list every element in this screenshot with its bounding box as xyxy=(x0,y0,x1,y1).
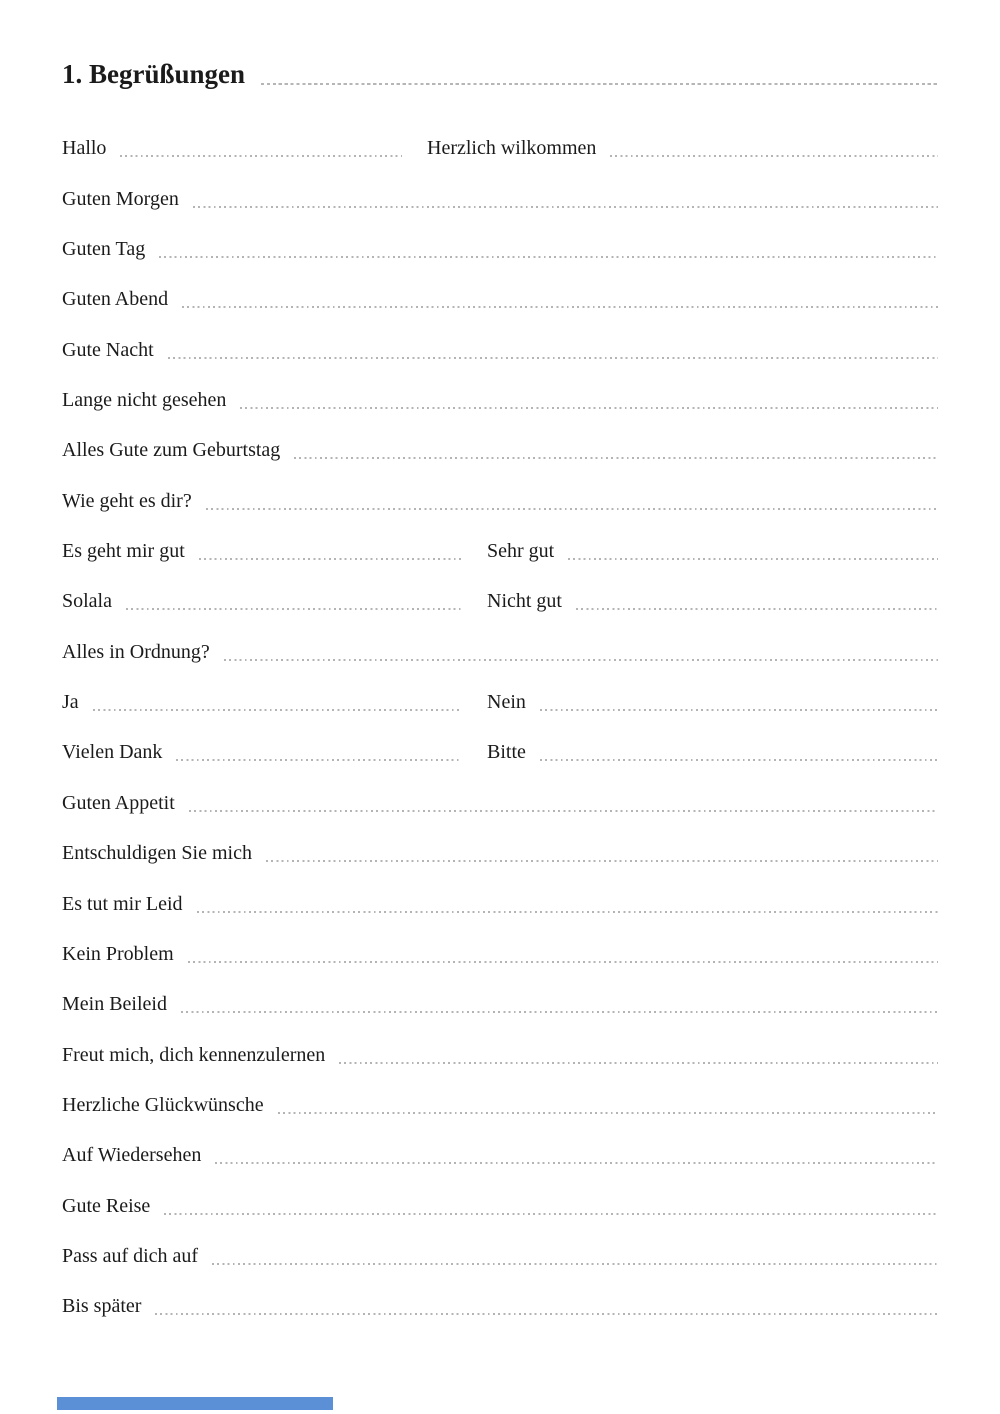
phrase-cell-right xyxy=(487,689,938,715)
phrase-row xyxy=(62,312,938,362)
phrase-cell-left xyxy=(62,488,938,514)
phrase-label: Solala xyxy=(62,590,112,613)
answer-blank-line xyxy=(182,306,938,308)
phrase-cell-left xyxy=(62,941,938,967)
phrase-label: Guten Abend xyxy=(62,288,169,311)
phrase-label: Alles Gute zum Geburtstag xyxy=(62,439,281,462)
phrase-label: Herzlich wilkommen xyxy=(427,137,597,160)
phrase-label: Mein Beileid xyxy=(62,993,167,1016)
section-title: 1. Begrüßungen xyxy=(62,59,246,90)
answer-blank-line xyxy=(540,759,938,761)
phrase-label: Vielen Dank xyxy=(62,741,163,764)
answer-blank-line xyxy=(212,1263,938,1265)
phrase-label: Nein xyxy=(487,691,526,714)
phrase-label: Pass auf dich auf xyxy=(62,1244,199,1267)
phrase-label: Herzliche Glückwünsche xyxy=(62,1093,264,1116)
phrase-row xyxy=(62,1118,938,1168)
phrase-label: Gute Nacht xyxy=(62,338,154,361)
phrase-cell-left xyxy=(62,135,427,161)
answer-blank-line xyxy=(610,155,938,157)
phrase-row xyxy=(62,1168,938,1218)
phrase-cell-right xyxy=(487,538,938,564)
answer-blank-line xyxy=(197,911,938,913)
phrase-cell-left xyxy=(62,1042,938,1068)
phrase-row xyxy=(62,463,938,513)
answer-blank-line xyxy=(164,1213,938,1215)
phrase-cell-left xyxy=(62,337,938,363)
phrase-cell-right xyxy=(487,588,938,614)
phrase-label: Guten Appetit xyxy=(62,791,175,814)
phrase-cell-left xyxy=(62,1142,938,1168)
answer-blank-line xyxy=(206,508,938,510)
answer-blank-line xyxy=(126,608,462,610)
title-dashed-rule xyxy=(261,83,938,85)
phrase-row xyxy=(62,1017,938,1067)
answer-blank-line xyxy=(168,357,938,359)
answer-blank-line xyxy=(155,1313,938,1315)
answer-blank-line xyxy=(189,810,938,812)
answer-blank-line xyxy=(339,1062,938,1064)
phrase-cell-left xyxy=(62,840,938,866)
phrase-cell-right xyxy=(487,739,938,765)
answer-blank-line xyxy=(159,256,938,258)
phrase-row xyxy=(62,1219,938,1269)
phrase-row xyxy=(62,564,938,614)
phrase-row xyxy=(62,665,938,715)
answer-blank-line xyxy=(176,759,462,761)
phrase-cell-left xyxy=(62,1293,938,1319)
phrase-cell-left xyxy=(62,639,938,665)
phrase-row xyxy=(62,363,938,413)
phrase-label: Guten Tag xyxy=(62,238,146,261)
answer-blank-line xyxy=(199,558,462,560)
answer-blank-line xyxy=(576,608,938,610)
phrase-row xyxy=(62,161,938,211)
phrase-cell-left xyxy=(62,739,487,765)
answer-blank-line xyxy=(120,155,402,157)
phrase-cell-left xyxy=(62,286,938,312)
phrase-label: Bis später xyxy=(62,1295,142,1318)
phrase-cell-left xyxy=(62,991,938,1017)
phrase-cell-left xyxy=(62,1243,938,1269)
phrase-label: Nicht gut xyxy=(487,590,562,613)
phrase-cell-left xyxy=(62,186,938,212)
phrase-label: Entschuldigen Sie mich xyxy=(62,842,252,865)
phrase-list xyxy=(62,111,938,1319)
answer-blank-line xyxy=(93,709,462,711)
phrase-cell-left xyxy=(62,891,938,917)
phrase-row xyxy=(62,866,938,916)
phrase-label: Lange nicht gesehen xyxy=(62,389,227,412)
phrase-row xyxy=(62,1269,938,1319)
section-header xyxy=(62,46,938,90)
phrase-cell-right xyxy=(427,135,938,161)
answer-blank-line xyxy=(193,206,938,208)
phrase-row xyxy=(62,1068,938,1118)
phrase-row xyxy=(62,967,938,1017)
phrase-label: Guten Morgen xyxy=(62,187,179,210)
answer-blank-line xyxy=(215,1162,938,1164)
answer-blank-line xyxy=(224,659,938,661)
answer-blank-line xyxy=(188,961,938,963)
answer-blank-line xyxy=(240,407,938,409)
phrase-cell-left xyxy=(62,790,938,816)
phrase-label: Sehr gut xyxy=(487,540,555,563)
answer-blank-line xyxy=(266,860,938,862)
phrase-row xyxy=(62,715,938,765)
phrase-row xyxy=(62,514,938,564)
phrase-cell-left xyxy=(62,689,487,715)
phrase-label: Hallo xyxy=(62,137,107,160)
phrase-label: Kein Problem xyxy=(62,942,174,965)
phrase-row xyxy=(62,816,938,866)
phrase-row xyxy=(62,262,938,312)
phrase-cell-left xyxy=(62,1092,938,1118)
phrase-row xyxy=(62,212,938,262)
phrase-label: Bitte xyxy=(487,741,526,764)
phrase-label: Auf Wiedersehen xyxy=(62,1144,202,1167)
answer-blank-line xyxy=(568,558,938,560)
phrase-label: Alles in Ordnung? xyxy=(62,640,210,663)
phrase-label: Es geht mir gut xyxy=(62,540,185,563)
phrase-row xyxy=(62,614,938,664)
phrase-cell-left xyxy=(62,437,938,463)
phrase-row xyxy=(62,917,938,967)
phrase-cell-left xyxy=(62,236,938,262)
phrase-row xyxy=(62,413,938,463)
phrase-label: Ja xyxy=(62,691,79,714)
phrase-cell-left xyxy=(62,387,938,413)
phrase-label: Wie geht es dir? xyxy=(62,489,192,512)
phrase-label: Es tut mir Leid xyxy=(62,892,183,915)
phrase-cell-left xyxy=(62,588,487,614)
answer-blank-line xyxy=(181,1011,938,1013)
phrase-row xyxy=(62,765,938,815)
phrase-row xyxy=(62,111,938,161)
phrase-label: Freut mich, dich kennenzulernen xyxy=(62,1043,326,1066)
phrase-cell-left xyxy=(62,538,487,564)
answer-blank-line xyxy=(294,457,938,459)
answer-blank-line xyxy=(278,1112,938,1114)
phrase-cell-left xyxy=(62,1193,938,1219)
phrase-label: Gute Reise xyxy=(62,1194,151,1217)
next-page-edge-bar xyxy=(57,1397,333,1410)
answer-blank-line xyxy=(540,709,938,711)
